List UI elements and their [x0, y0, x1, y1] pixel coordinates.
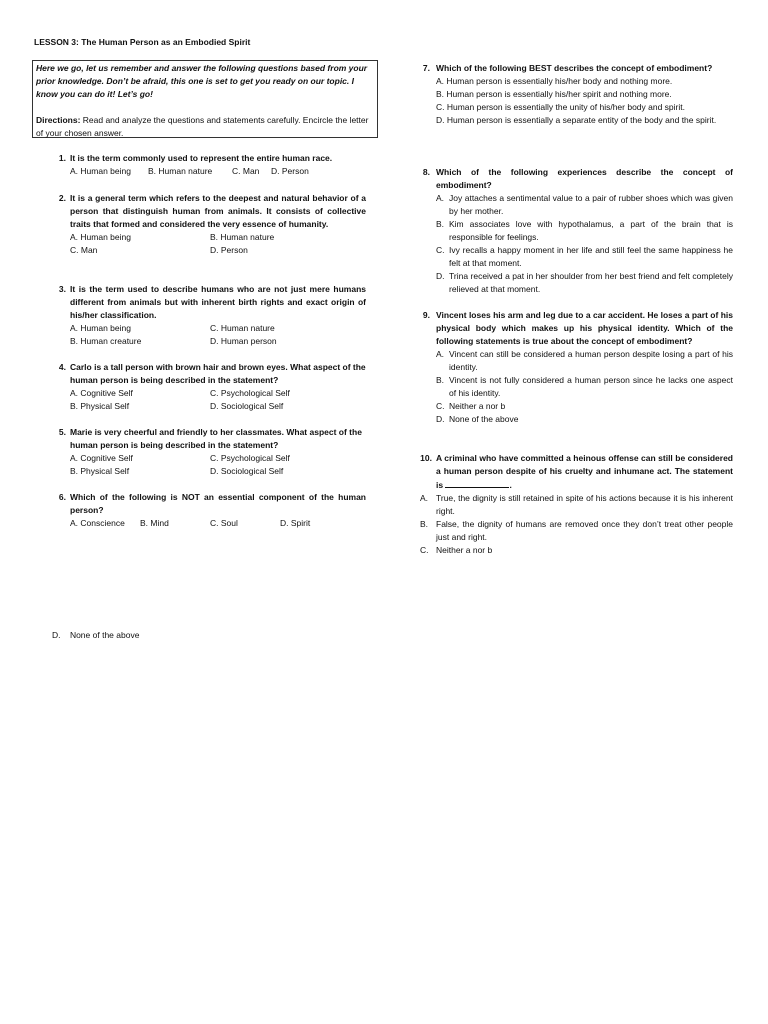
option-a[interactable]	[420, 492, 733, 518]
option-c[interactable]: C. Man	[232, 166, 260, 176]
option-c[interactable]: C. Psychological Self	[210, 388, 290, 398]
option-text: Neither a nor b	[449, 401, 506, 411]
option-label: B.	[436, 219, 445, 229]
options	[70, 517, 366, 530]
option-label: C.	[436, 245, 445, 255]
page-title: LESSON 3: The Human Person as an Embodied Spirit	[34, 37, 251, 47]
option-a[interactable]: A. Cognitive Self	[70, 388, 133, 398]
stray-option-d[interactable]: D. None of the above	[52, 630, 140, 640]
option-label: B.	[436, 375, 445, 385]
option-text: Vincent is not fully considered a human person since he lacks one aspect of his identity.	[449, 375, 733, 398]
question-text-part: A criminal who have committed a heinous offense can still be considered a human person despite of his cruelty and inhumane act. The statement is	[436, 453, 733, 490]
option-d[interactable]: D. Person	[210, 245, 248, 255]
option-c[interactable]: C. Soul	[210, 518, 238, 528]
intro-text: Here we go, let us remember and answer the following questions based from your prior knowledge. Don’t be afraid, this one is set to get you ready on our topic. I know you can do it! Let’s go!	[36, 63, 368, 99]
options	[70, 165, 366, 178]
intro-box	[32, 60, 378, 138]
option-text: False, the dignity of humans are removed once they don’t treat other people just and right.	[436, 519, 733, 542]
option-d[interactable]: D. Person	[271, 166, 309, 176]
option-b[interactable]: B. Mind	[140, 518, 169, 528]
option-c[interactable]: C. Human person is essentially the unity of his/her body and spirit.	[436, 102, 685, 112]
option-b[interactable]	[436, 218, 733, 244]
question-number: 10.	[420, 453, 432, 463]
question-text: Marie is very cheerful and friendly to her classmates. What aspect of the human person is being described in the statement?	[70, 427, 362, 450]
option-d[interactable]: D. Human person is essentially a separate entity of the body and the spirit.	[436, 115, 717, 125]
question-number: 8.	[422, 167, 430, 177]
option-a[interactable]: A. Cognitive Self	[70, 453, 133, 463]
question-1	[52, 152, 366, 178]
option-c[interactable]: C. Psychological Self	[210, 453, 290, 463]
question-text: It is the term commonly used to represent the entire human race.	[70, 153, 333, 163]
option-a[interactable]: A. Human person is essentially his/her body and nothing more.	[436, 76, 673, 86]
option-a[interactable]: A. Conscience	[70, 518, 125, 528]
option-c[interactable]	[436, 244, 733, 270]
option-label: C.	[420, 545, 429, 555]
option-a[interactable]: A. Human being	[70, 166, 131, 176]
option-text: Joy attaches a sentimental value to a pair of rubber shoes which was given by her mother.	[449, 193, 733, 216]
option-c[interactable]	[420, 544, 733, 557]
option-text: True, the dignity is still retained in spite of his actions because it is his inherent right.	[436, 493, 733, 516]
question-number: 6.	[58, 492, 66, 502]
options	[436, 75, 733, 127]
options	[70, 231, 366, 257]
question-number: 9.	[422, 310, 430, 320]
option-d[interactable]	[436, 270, 733, 296]
question-2	[52, 192, 366, 257]
option-a[interactable]: A. Human being	[70, 323, 131, 333]
question-6	[52, 491, 366, 530]
option-text: Trina received a pat in her shoulder from her best friend and felt completely relieved at that moment.	[449, 271, 733, 294]
question-text: Vincent loses his arm and leg due to a car accident. He loses a part of his physical body which makes up his physical identity. Which of the following statements is true about the concept of embodiment?	[436, 310, 733, 346]
options	[420, 492, 733, 557]
options	[436, 348, 733, 426]
option-b[interactable]: B. Human nature	[210, 232, 275, 242]
question-text: It is a general term which refers to the deepest and natural behavior of a person that distinguish human from animals. It consists of collective traits that formed and considered the very essence of humanity.	[70, 193, 366, 229]
option-b[interactable]: B. Physical Self	[70, 466, 130, 476]
question-number: 5.	[58, 427, 66, 437]
question-text	[436, 452, 733, 492]
options	[70, 322, 366, 348]
question-7	[416, 62, 733, 127]
options	[70, 452, 366, 478]
options	[70, 387, 366, 413]
question-3	[52, 283, 366, 348]
option-d[interactable]	[436, 413, 733, 426]
question-8	[416, 166, 733, 296]
question-number: 2.	[58, 193, 66, 203]
options	[436, 192, 733, 296]
option-a[interactable]	[436, 192, 733, 218]
directions	[36, 114, 374, 140]
option-c[interactable]: C. Human nature	[210, 323, 275, 333]
question-10	[416, 452, 733, 557]
question-text: Which of the following BEST describes the concept of embodiment?	[436, 63, 713, 73]
option-text: None of the above	[449, 414, 519, 424]
option-b[interactable]	[436, 374, 733, 400]
option-a[interactable]	[436, 348, 733, 374]
option-d[interactable]: D. Spirit	[280, 518, 311, 528]
option-label: B.	[420, 519, 429, 529]
option-b[interactable]: B. Human creature	[70, 336, 142, 346]
option-d[interactable]: D. Human person	[210, 336, 277, 346]
option-text: Ivy recalls a happy moment in her life and still feel the same happiness he felt at that moment.	[449, 245, 733, 268]
option-c[interactable]	[436, 400, 733, 413]
question-number: 4.	[58, 362, 66, 372]
option-d[interactable]: D. Sociological Self	[210, 466, 284, 476]
question-text-end: .	[509, 480, 512, 490]
question-4	[52, 361, 366, 413]
question-number: 1.	[58, 153, 66, 163]
question-9	[416, 309, 733, 426]
option-b[interactable]: B. Human person is essentially his/her spirit and nothing more.	[436, 89, 672, 99]
directions-label: Directions:	[36, 115, 81, 125]
question-text: It is the term used to describe humans who are not just mere humans different from animals but with inherent birth rights and exact origin of his/her classification.	[70, 284, 366, 320]
question-number: 7.	[422, 63, 430, 73]
option-label: C.	[436, 401, 445, 411]
question-5	[52, 426, 366, 478]
answer-blank[interactable]	[445, 478, 512, 490]
option-c[interactable]: C. Man	[70, 245, 98, 255]
option-b[interactable]: B. Physical Self	[70, 401, 130, 411]
directions-text: Read and analyze the questions and statements carefully. Encircle the letter of your chosen answer.	[36, 115, 369, 138]
option-label: A.	[436, 349, 445, 359]
question-text: Which of the following experiences describe the concept of embodiment?	[436, 167, 733, 190]
question-number: 3.	[58, 284, 66, 294]
option-label: D.	[436, 414, 445, 424]
option-b[interactable]: B. Human nature	[148, 166, 213, 176]
option-label: A.	[436, 193, 445, 203]
option-label: A.	[420, 493, 429, 503]
option-label: D.	[436, 271, 445, 281]
option-text: Vincent can still be considered a human person despite losing a part of his identity.	[449, 349, 733, 372]
option-b[interactable]	[420, 518, 733, 544]
question-text: Which of the following is NOT an essential component of the human person?	[70, 492, 366, 515]
option-a[interactable]: A. Human being	[70, 232, 131, 242]
option-text: Neither a nor b	[436, 545, 493, 555]
option-d[interactable]: D. Sociological Self	[210, 401, 284, 411]
option-text: Kim associates love with hypothalamus, a part of the brain that is responsible for feelings.	[449, 219, 733, 242]
question-text: Carlo is a tall person with brown hair and brown eyes. What aspect of the human person is being described in the statement?	[70, 362, 366, 385]
